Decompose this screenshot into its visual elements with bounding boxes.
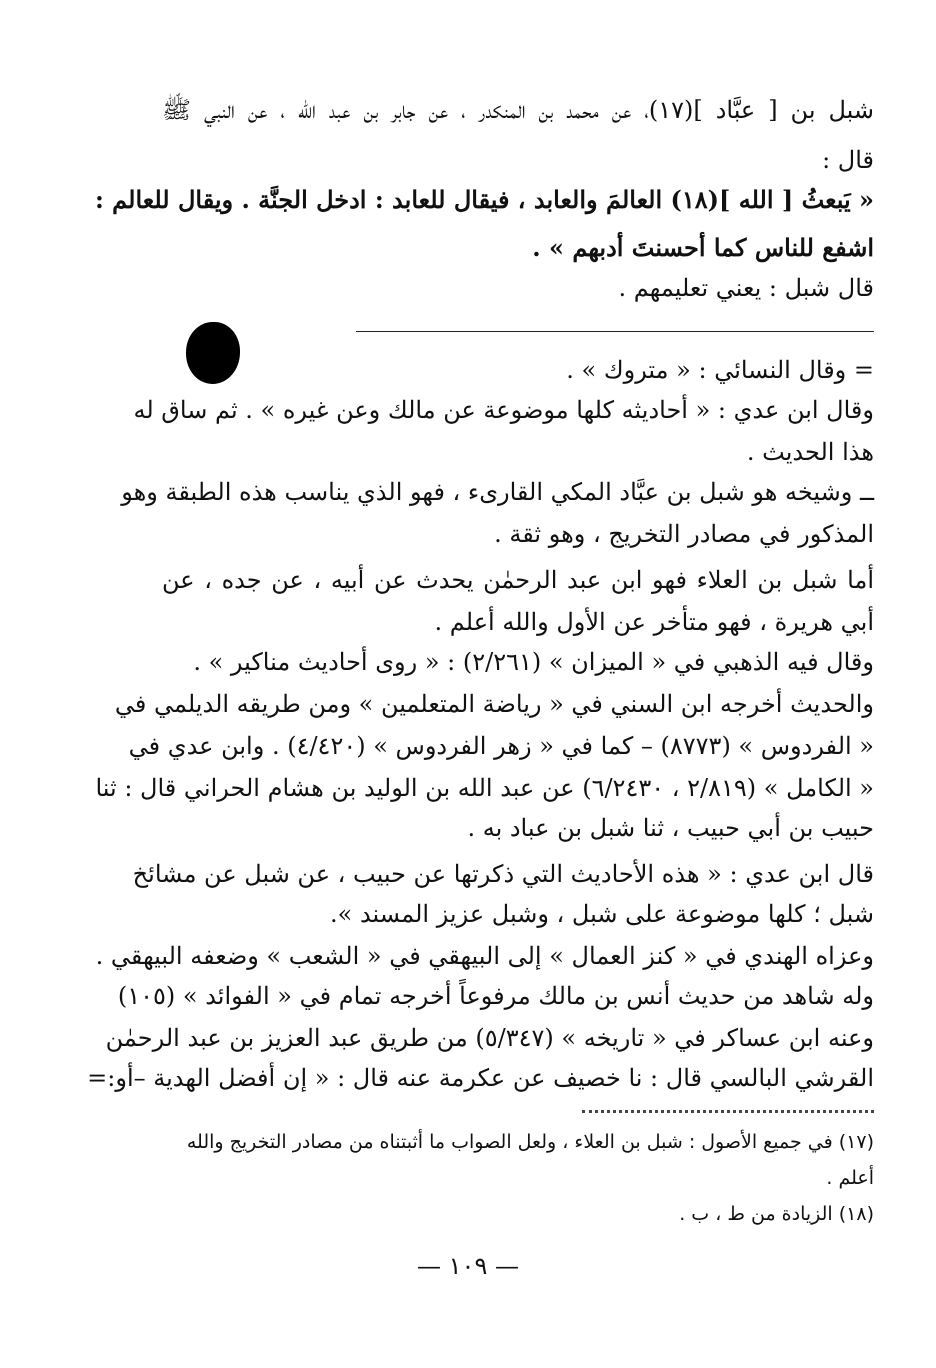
- note-line-7: أبي هريرة ، فهو متأخر عن الأول والله أعلم .: [434, 608, 874, 636]
- footnote-17: (١٧) في جميع الأصول : شبل بن العلاء ، ولعل الصواب ما أثبتناه من مصادر التخريج والله: [186, 1131, 874, 1153]
- main-text-line-2: قال :: [822, 146, 874, 174]
- note-line-15: وعزاه الهندي في « كنز العمال » إلى البيهقي في « الشعب » وضعفه البيهقي .: [95, 942, 874, 970]
- hadith-line-2: اشفع للناس كما أحسنتَ أدبهم » .: [532, 233, 874, 262]
- footnote-17-continued: أعلم .: [826, 1167, 874, 1189]
- note-line-4: ــ وشيخه هو شبل بن عبَّاد المكي القارىء ، فهو الذي يناسب هذه الطبقة وهو: [121, 478, 874, 506]
- note-line-3: هذا الحديث .: [746, 438, 874, 466]
- note-line-12: حبيب بن أبي حبيب ، ثنا شبل بن عباد به .: [467, 814, 874, 842]
- note-line-17: وعنه ابن عساكر في « تاريخه » (٥/٣٤٧) من طريق عبد العزيز بن عبد الرحمٰن: [105, 1024, 874, 1052]
- note-line-5: المذكور في مصادر التخريج ، وهو ثقة .: [494, 520, 874, 548]
- main-text-line-1: شبل بن [ عبَّاد ](١٧)، عن محمد بن المنكدر ، عن جابر بن عبد الله ، عن النبي ﷺ: [162, 96, 874, 124]
- notes-separator-rule: [356, 331, 874, 332]
- note-line-1: = وقال النسائي : « متروك » .: [566, 356, 874, 384]
- note-line-14: شبل ؛ كلها موضوعة على شبل ، وشبل عزيز المسند ».: [330, 900, 874, 928]
- note-line-8: وقال فيه الذهبي في « الميزان » (٢/٢٦١) : « روى أحاديث مناكير » .: [193, 648, 874, 676]
- main-text-line-5: قال شبل : يعني تعليمهم .: [618, 274, 874, 302]
- hadith-line-1: « يَبعثُ [ الله ](١٨) العالمَ والعابد ، فيقال للعابد : ادخل الجنَّة . ويقال للعالم :: [94, 185, 874, 214]
- note-line-18: القرشي البالسي قال : نا خصيف عن عكرمة عنه قال : « إن أفضل الهدية –أو:=: [87, 1064, 874, 1092]
- footnote-18: (١٨) الزيادة من ط ، ب .: [679, 1203, 874, 1225]
- note-line-9: والحديث أخرجه ابن السني في « رياضة المتعلمين » ومن طريقه الديلمي في: [114, 690, 874, 718]
- note-line-10: « الفردوس » (٨٧٧٣) – كما في « زهر الفردوس » (٤/٤٢٠) . وابن عدي في: [128, 732, 874, 760]
- note-line-16: وله شاهد من حديث أنس بن مالك مرفوعاً أخرجه تمام في « الفوائد » (١٠٥): [117, 982, 874, 1010]
- note-line-13: قال ابن عدي : « هذه الأحاديث التي ذكرتها عن حبيب ، عن شبل عن مشائخ: [132, 860, 874, 888]
- note-line-11: « الكامل » (٢/٨١٩ ، ٦/٢٤٣٠) عن عبد الله بن الوليد بن هشام الحراني قال : ثنا: [95, 774, 874, 802]
- page-number: — ١٠٩ —: [417, 1252, 519, 1280]
- note-line-2: وقال ابن عدي : « أحاديثه كلها موضوعة عن مالك وعن غيره » . ثم ساق له: [133, 396, 874, 424]
- note-line-6: أما شبل بن العلاء فهو ابن عبد الرحمٰن يحدث عن أبيه ، عن جده ، عن: [162, 566, 874, 594]
- footnote-separator-dots: [582, 1110, 874, 1113]
